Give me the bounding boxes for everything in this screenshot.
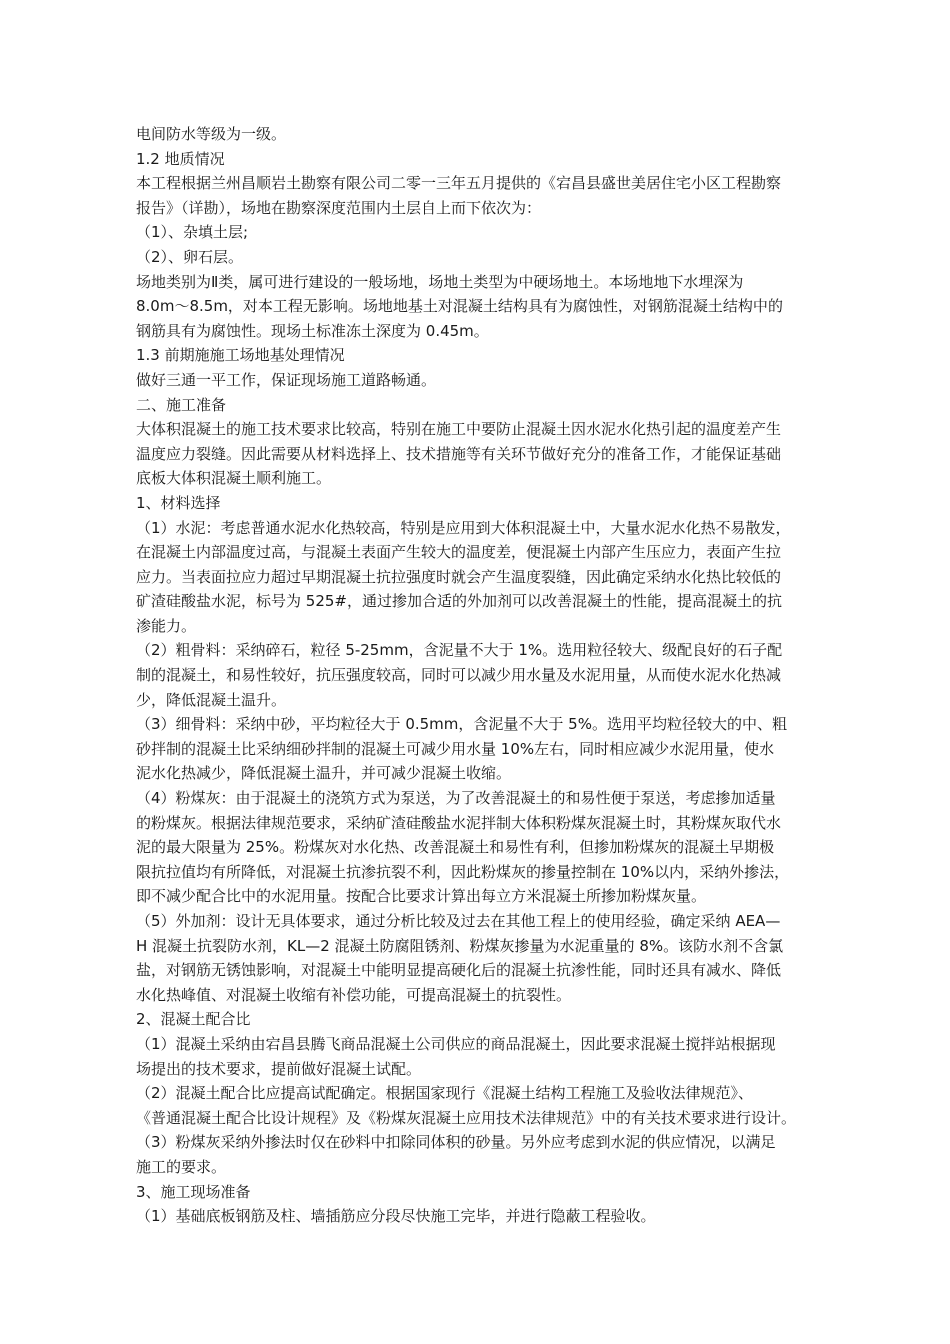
text-line: 渗能力。	[136, 616, 197, 635]
text-line: 泥的最大限量为 25%。粉煤灰对水化热、改善混凝土和易性有利，但掺加粉煤灰的混凝土早期极	[136, 838, 775, 857]
text-line: H 混凝土抗裂防水剂，KL—2 混凝土防腐阻锈剂、粉煤灰掺量为水泥重量的 8%。该防水剂不含氯	[136, 936, 784, 955]
list-item: （4）粉煤灰：由于混凝土的浇筑方式为泵送，为了改善混凝土的和易性便于泵送，考虑掺加适量	[136, 789, 776, 808]
list-item: （5）外加剂：设计无具体要求，通过分析比较及过去在其他工程上的使用经验，确定采纳 AEA—	[136, 912, 781, 930]
text-line: 的粉煤灰。根据法律规范要求，采纳矿渣硅酸盐水泥拌制大体积粉煤灰混凝土时，其粉煤灰取代水	[136, 813, 782, 832]
section-heading: 二、施工准备	[136, 395, 227, 414]
section-heading: 2、混凝土配合比	[136, 1010, 251, 1029]
text-line: 做好三通一平工作，保证现场施工道路畅通。	[136, 370, 437, 389]
text-line: 矿渣硅酸盐水泥，标号为 525#，通过掺加合适的外加剂可以改善混凝土的性能，提高混凝土的抗	[136, 592, 782, 611]
document-body	[136, 122, 866, 1229]
list-item: （1）基础底板钢筋及柱、墙插筋应分段尽快施工完毕，并进行隐蔽工程验收。	[136, 1207, 656, 1226]
text-line: 砂拌制的混凝土比采纳细砂拌制的混凝土可减少用水量 10%左右，同时相应减少水泥用量，使水	[136, 739, 775, 758]
list-item: （1）混凝土采纳由宕昌县腾飞商品混凝土公司供应的商品混凝土，因此要求混凝土搅拌站根据现	[136, 1034, 776, 1053]
text-line: 施工的要求。	[136, 1157, 227, 1176]
text-line: 限抗拉值均有所降低，对混凝土抗渗抗裂不利，因此粉煤灰的掺量控制在 10%以内，采纳外掺法，	[136, 862, 790, 881]
text-line: 报告》（详勘），场地在勘察深度范围内土层自上而下依次为：	[136, 198, 542, 217]
list-item: （2）粗骨料：采纳碎石，粒径 5-25mm，含泥量不大于 1%。选用粒径较大、级配良好的石子配	[136, 641, 783, 660]
list-item: （3）细骨料：采纳中砂，平均粒径大于 0.5mm，含泥量不大于 5%。选用平均粒径较大的中、粗	[136, 715, 787, 734]
text-line: 钢筋具有为腐蚀性。现场土标准冻土深度为 0.45m。	[136, 321, 489, 340]
list-item: （1）、杂填土层;	[136, 223, 249, 242]
section-heading: 1.3 前期施施工场地基处理情况	[136, 346, 345, 365]
text-line: 电间防水等级为一级。	[136, 125, 287, 143]
list-item: （2）混凝土配合比应提高试配确定。根据国家现行《混凝土结构工程施工及验收法律规范》、	[136, 1084, 754, 1103]
text-line: 盐，对钢筋无锈蚀影响，对混凝土中能明显提高硬化后的混凝土抗渗性能，同时还具有减水、降低	[136, 961, 782, 980]
section-heading: 1.2 地质情况	[136, 149, 225, 168]
text-line: 制的混凝土，和易性较好，抗压强度较高，同时可以减少用水量及水泥用量，从而使水泥水化热减	[136, 666, 782, 685]
text-line: 温度应力裂缝。因此需要从材料选择上、技术措施等有关环节做好充分的准备工作，才能保证基础	[136, 444, 782, 463]
text-line: 场地类别为Ⅱ类，属可进行建设的一般场地，场地土类型为中硬场地土。本场地地下水埋深为	[136, 272, 744, 291]
text-line: 水化热峰值、对混凝土收缩有补偿功能，可提高混凝土的抗裂性。	[136, 985, 572, 1004]
text-line: 大体积混凝土的施工技术要求比较高，特别在施工中要防止混凝土因水泥水化热引起的温度差产生	[136, 420, 782, 439]
list-item: （3）粉煤灰采纳外掺法时仅在砂料中扣除同体积的砂量。另外应考虑到水泥的供应情况，以满足	[136, 1133, 776, 1152]
text-line: 泥水化热减少，降低混凝土温升，并可减少混凝土收缩。	[136, 764, 512, 783]
text-line: 本工程根据兰州昌顺岩土勘察有限公司二零一三年五月提供的《宕昌县盛世美居住宅小区工程勘察	[136, 174, 782, 193]
list-item: （1）水泥：考虑普通水泥水化热较高，特别是应用到大体积混凝土中，大量水泥水化热不易散发，	[136, 518, 791, 537]
section-heading: 3、施工现场准备	[136, 1182, 251, 1201]
text-line: 即不减少配合比中的水泥用量。按配合比要求计算出每立方米混凝土所掺加粉煤灰量。	[136, 887, 707, 906]
list-item: （2）、卵石层。	[136, 247, 244, 266]
text-line: 少，降低混凝土温升。	[136, 690, 287, 709]
text-line: 在混凝土内部温度过高，与混凝土表面产生较大的温度差，便混凝土内部产生压应力，表面产生拉	[136, 543, 782, 562]
text-line: 应力。当表面拉应力超过早期混凝土抗拉强度时就会产生温度裂缝，因此确定采纳水化热比较低的	[136, 567, 782, 586]
text-line: 8.0m～8.5m，对本工程无影响。场地地基土对混凝土结构具有为腐蚀性，对钢筋混凝土结构中的	[136, 297, 783, 316]
text-line: 场提出的技术要求，提前做好混凝土试配。	[136, 1059, 422, 1078]
section-heading: 1、材料选择	[136, 493, 221, 512]
text-line: 底板大体积混凝土顺利施工。	[136, 469, 332, 488]
text-line: 《普通混凝土配合比设计规程》及《粉煤灰混凝土应用技术法律规范》中的有关技术要求进行设计。	[136, 1108, 797, 1127]
